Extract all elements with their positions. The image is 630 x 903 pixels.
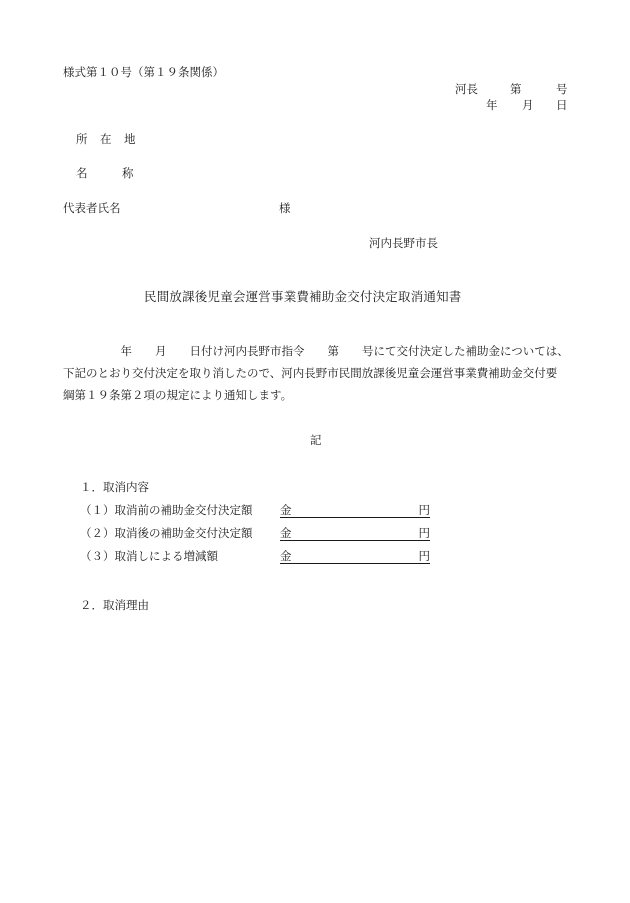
ki-heading: 記: [310, 433, 322, 447]
address-label: 所 在 地: [76, 132, 136, 146]
item-label: （２）取消後の補助金交付決定額: [80, 526, 253, 540]
amount-line: [280, 526, 430, 541]
kin-label: 金: [280, 549, 292, 563]
representative-label: 代表者氏名: [63, 201, 121, 215]
section2-heading: ２．取消理由: [80, 598, 149, 612]
amount-line: [280, 503, 430, 518]
yen-label: 円: [418, 549, 430, 563]
kin-label: 金: [280, 503, 292, 517]
doc-number-dai: 第: [510, 82, 522, 96]
doc-number-go: 号: [556, 82, 568, 96]
item-label: （１）取消前の補助金交付決定額: [80, 503, 253, 517]
issuer: 河内長野市長: [369, 236, 438, 250]
section1-heading: １．取消内容: [80, 480, 149, 494]
date-day: 日: [556, 98, 568, 112]
document-title: 民間放課後児童会運営事業費補助金交付決定取消通知書: [144, 289, 462, 304]
date-month: 月: [522, 98, 534, 112]
body-paragraph: [63, 340, 583, 406]
body-line: 年 月 日付け河内長野市指令 第 号にて交付決定した補助金については、: [63, 344, 569, 358]
body-line: 下記のとおり交付決定を取り消したので、河内長野市民間放課後児童会運営事業費補助金交付要: [63, 366, 558, 380]
honorific: 様: [279, 201, 291, 215]
name-label: 名 称: [76, 166, 134, 180]
date-year: 年: [486, 98, 498, 112]
yen-label: 円: [418, 526, 430, 540]
body-line: 綱第１９条第２項の規定により通知します。: [63, 388, 293, 402]
form-number: 様式第１０号（第１９条関係）: [63, 65, 224, 79]
yen-label: 円: [418, 503, 430, 517]
doc-number-prefix: 河長: [455, 82, 478, 96]
item-label: （３）取消しによる増減額: [80, 549, 218, 563]
kin-label: 金: [280, 526, 292, 540]
amount-line: [280, 549, 430, 564]
